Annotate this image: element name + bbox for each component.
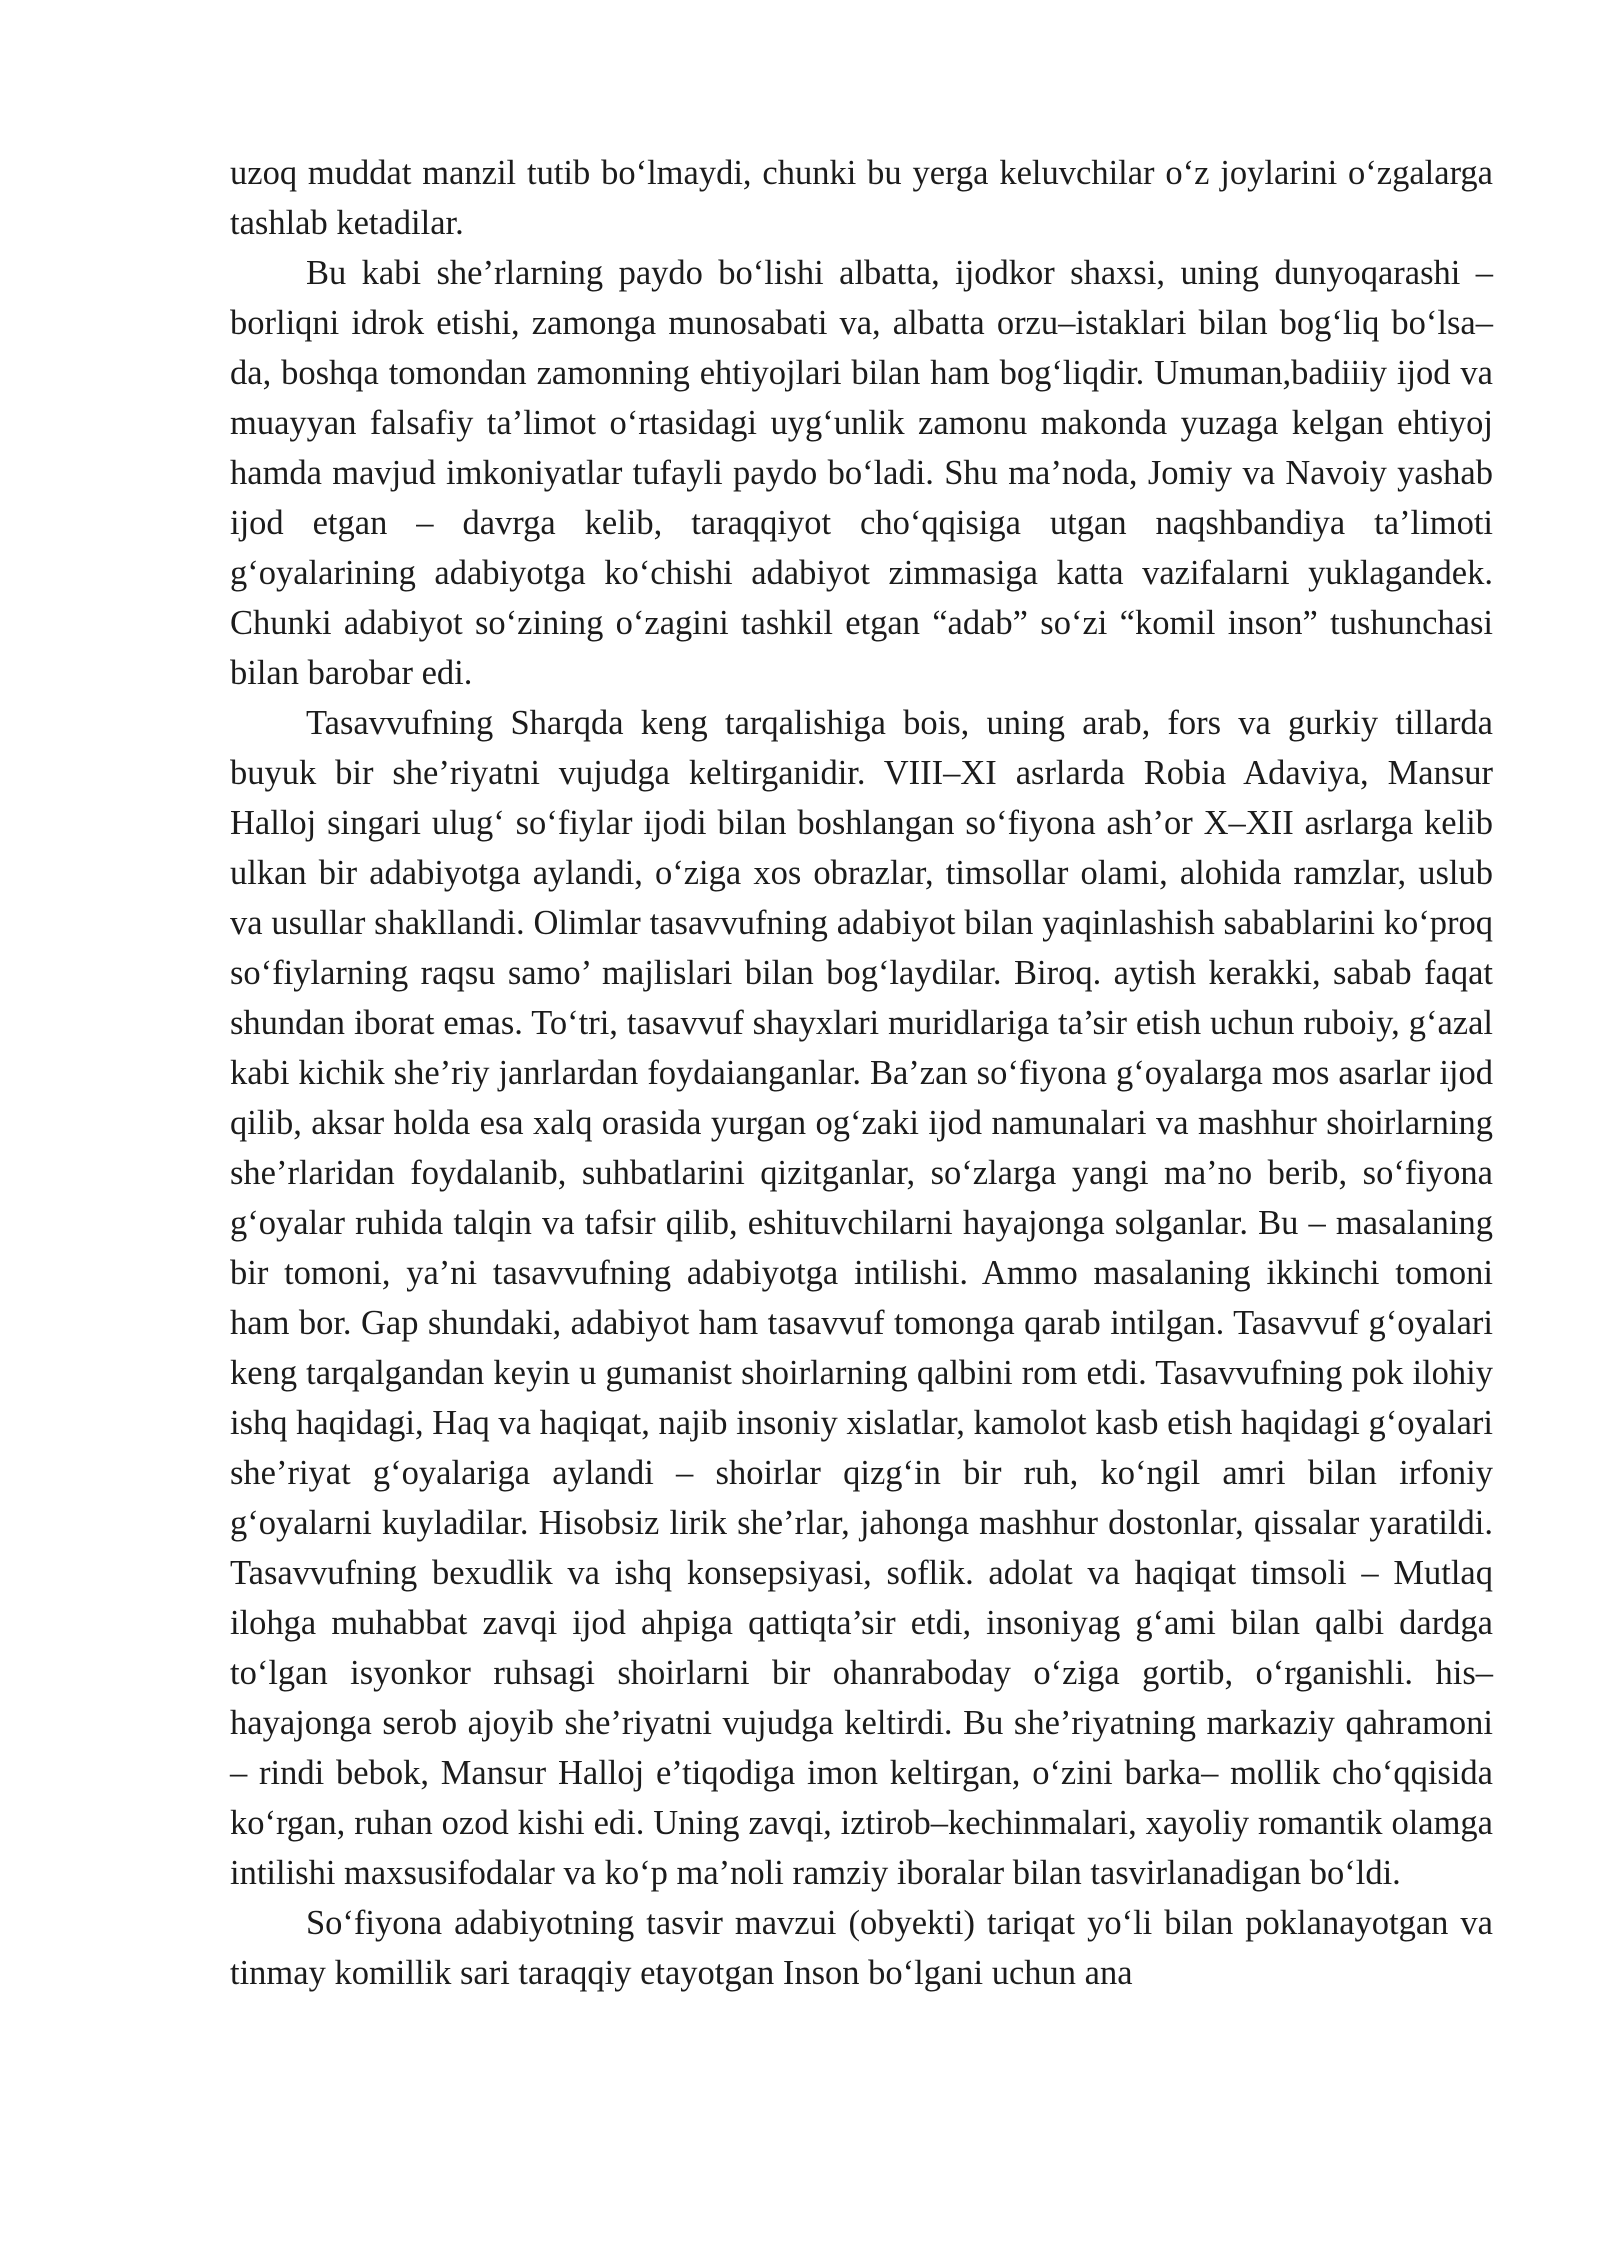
document-page xyxy=(230,148,1493,1998)
paragraph-sufi-literature-subject: So‘fiyona adabiyotning tasvir mavzui (obyekti) tariqat yo‘li bilan poklanayotgan va tinmay komillik sari taraqqiy etayotgan Inson bo‘lgani uchun ana xyxy=(230,1904,1493,1992)
paragraph-tasavvuf-spread: Tasavvufning Sharqda keng tarqalishiga bois, uning arab, fors va gurkiy tillarda buyuk bir she’riyatni vujudga keltirganidir. VIII–XI asrlarda Robia Adaviya, Mansur Halloj singari ulug‘ so‘fiylar ijodi bilan boshlangan so‘fiyona ash’or X–XII asrlarga kelib ulkan bir adabiyotga aylandi, o‘ziga xos obrazlar, timsollar olami, alohida ramzlar, uslub va usullar shakllandi. Olimlar tasavvufning adabiyot bilan yaqinlashish sabablarini ko‘proq so‘fiylarning raqsu samo’ majlislari bilan bog‘laydilar. Biroq. aytish kerakki, sabab faqat shundan iborat emas. To‘tri, tasavvuf shayxlari muridlariga ta’sir etish uchun ruboiy, g‘azal kabi kichik she’riy janrlardan foydaianganlar. Ba’zan so‘fiyona g‘oyalarga mos asarlar ijod qilib, aksar holda esa xalq orasida yurgan og‘zaki ijod namunalari va mashhur shoirlarning she’rlaridan foydalanib, suhbatlarini qizitganlar, so‘zlarga yangi ma’no berib, so‘fiyona g‘oyalar ruhida talqin va tafsir qilib, eshituvchilarni hayajonga solganlar. Bu – masalaning bir tomoni, ya’ni tasavvufning adabiyotga intilishi. Ammo masalaning ikkinchi tomoni ham bor. Gap shundaki, adabiyot ham tasavvuf tomonga qarab intilgan. Tasavvuf g‘oyalari keng tarqalgandan keyin u gumanist shoirlarning qalbini rom etdi. Tasavvufning pok ilohiy ishq haqidagi, Haq va haqiqat, najib insoniy xislatlar, kamolot kasb etish haqidagi g‘oyalari she’riyat g‘oyalariga aylandi – shoirlar qizg‘in bir ruh, ko‘ngil amri bilan irfoniy g‘oyalarni kuyladilar. Hisobsiz lirik she’rlar, jahonga mashhur dostonlar, qissalar yaratildi. Tasavvufning bexudlik va ishq konsepsiyasi, soflik. adolat va haqiqat timsoli – Mutlaq ilohga muhabbat zavqi ijod ahpiga qattiqta’sir etdi, insoniyag g‘ami bilan qalbi dardga to‘lgan isyonkor ruhsagi shoirlarni bir ohanraboday o‘ziga gortib, o‘rganishli. his–hayajonga serob ajoyib she’riyatni vujudga keltirdi. Bu she’riyatning markaziy qahramoni – rindi bebok, Mansur Halloj e’tiqodiga imon keltirgan, o‘zini barka– mollik cho‘qqisida ko‘rgan, ruhan ozod kishi edi. Uning zavqi, iztirob–kechinmalari, xayoliy romantik olamga intilishi maxsusifodalar va ko‘p ma’noli ramziy iboralar bilan tasvirlanadigan bo‘ldi. xyxy=(230,704,1493,1892)
paragraph-poetry-emergence: Bu kabi she’rlarning paydo bo‘lishi albatta, ijodkor shaxsi, uning dunyoqarashi – borliqni idrok etishi, zamonga munosabati va, albatta orzu–istaklari bilan bog‘liq bo‘lsa–da, boshqa tomondan zamonning ehtiyojlari bilan ham bog‘liqdir. Umuman,badiiiy ijod va muayyan falsafiy ta’limot o‘rtasidagi uyg‘unlik zamonu makonda yuzaga kelgan ehtiyoj hamda mavjud imkoniyatlar tufayli paydo bo‘ladi. Shu ma’noda, Jomiy va Navoiy yashab ijod etgan – davrga kelib, taraqqiyot cho‘qqisiga utgan naqshbandiya ta’limoti g‘oyalarining adabiyotga ko‘chishi adabiyot zimmasiga katta vazifalarni yuklagandek. Chunki adabiyot so‘zining o‘zagini tashkil etgan “adab” so‘zi “komil inson” tushunchasi bilan barobar edi. xyxy=(230,254,1493,692)
paragraph-continuation: uzoq muddat manzil tutib bo‘lmaydi, chunki bu yerga keluvchilar o‘z joylarini o‘zgalarga tashlab ketadilar. xyxy=(230,154,1493,242)
